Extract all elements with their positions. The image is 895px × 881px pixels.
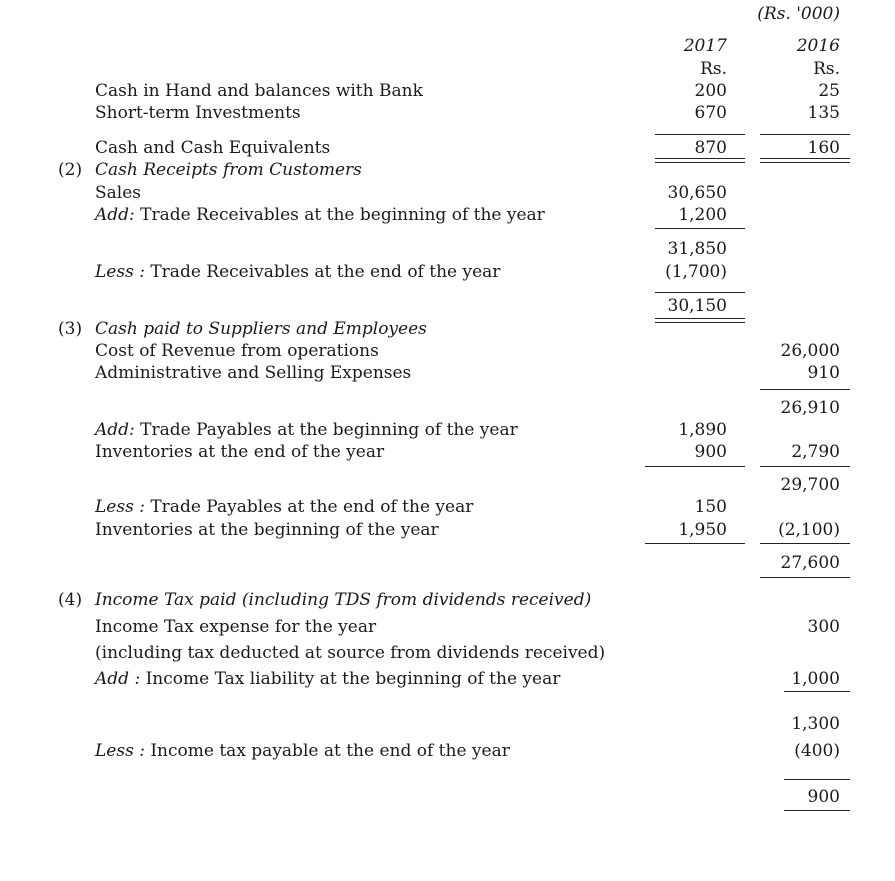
subtotal-value: 26,910 (780, 398, 840, 418)
row-label: Inventories at the end of the year (95, 442, 385, 462)
row-label: Sales (95, 183, 142, 203)
row-prefix: Less : (95, 497, 145, 517)
row-label: Cash in Hand and balances with Bank (95, 81, 423, 101)
row-text: Trade Payables at the beginning of the year (134, 420, 518, 440)
row-value-2017: 1,890 (678, 420, 727, 440)
section-number: (3) (58, 319, 83, 339)
unit-note: (Rs. '000) (757, 4, 840, 24)
row-value-2017: 30,650 (667, 183, 727, 203)
column-header-2016: 2016 (796, 36, 840, 56)
subtotal-rule (655, 292, 745, 293)
row-value-2016: 910 (807, 363, 840, 383)
row-label (95, 741, 510, 761)
subtotal-value: 31,850 (667, 239, 727, 259)
row-value-2016: 26,000 (780, 341, 840, 361)
row-prefix: Less : (95, 741, 145, 761)
currency-2017: Rs. (700, 59, 727, 79)
section-number: (2) (58, 160, 83, 180)
row-label: Inventories at the beginning of the year (95, 520, 439, 540)
row-note: (including tax deducted at source from dividends received) (95, 643, 606, 663)
section-title: Cash paid to Suppliers and Employees (95, 319, 427, 339)
row-label (95, 669, 560, 689)
row-text: Trade Payables at the end of the year (144, 497, 474, 517)
row-value-2017: 1,200 (678, 205, 727, 225)
section-number: (4) (58, 590, 83, 610)
total-value-2016: 160 (807, 138, 840, 158)
row-value-2016: 2,790 (791, 442, 840, 462)
total-double-rule (760, 158, 850, 163)
row-label: Cost of Revenue from operations (95, 341, 379, 361)
row-value-2017: 200 (694, 81, 727, 101)
row-text: Income tax payable at the end of the year (144, 741, 510, 761)
currency-2016: Rs. (813, 59, 840, 79)
subtotal-rule (784, 779, 850, 780)
row-value-2016: 1,000 (791, 669, 840, 689)
section-title: Cash Receipts from Customers (95, 160, 362, 180)
row-value-2017: 150 (694, 497, 727, 517)
row-value-2016: 300 (807, 617, 840, 637)
row-prefix: Add : (95, 669, 141, 689)
row-label (95, 420, 518, 440)
row-value-2017: 1,950 (678, 520, 727, 540)
row-prefix: Add: (95, 205, 135, 225)
row-value-2017: (1,700) (665, 262, 727, 282)
subtotal-rule (645, 466, 745, 467)
subtotal-rule (760, 466, 850, 467)
subtotal-value: 1,300 (791, 714, 840, 734)
subtotal-rule (760, 134, 850, 135)
total-value: 30,150 (667, 296, 727, 316)
row-value-2017: 900 (694, 442, 727, 462)
row-label: Income Tax expense for the year (95, 617, 377, 637)
row-label: Short-term Investments (95, 103, 301, 123)
total-rule (784, 810, 850, 811)
total-value: 900 (807, 787, 840, 807)
subtotal-rule (645, 543, 745, 544)
total-double-rule (655, 158, 745, 163)
row-prefix: Add: (95, 420, 135, 440)
row-value-2016: 25 (818, 81, 840, 101)
subtotal-rule (760, 389, 850, 390)
subtotal-rule (655, 228, 745, 229)
row-text: Trade Receivables at the beginning of the year (134, 205, 545, 225)
subtotal-rule (784, 691, 850, 692)
total-label: Cash and Cash Equivalents (95, 138, 331, 158)
row-text: Trade Receivables at the end of the year (144, 262, 501, 282)
row-prefix: Less : (95, 262, 145, 282)
row-value-2017: 670 (694, 103, 727, 123)
row-label (95, 205, 545, 225)
total-value: 27,600 (780, 553, 840, 573)
subtotal-value: 29,700 (780, 475, 840, 495)
row-label: Administrative and Selling Expenses (95, 363, 412, 383)
column-header-2017: 2017 (683, 36, 727, 56)
row-value-2016: (2,100) (778, 520, 840, 540)
subtotal-rule (655, 134, 745, 135)
section-title: Income Tax paid (including TDS from dividends received) (95, 590, 592, 610)
total-double-rule (655, 318, 745, 323)
row-label (95, 497, 473, 517)
total-value-2017: 870 (694, 138, 727, 158)
total-rule (760, 577, 850, 578)
row-text: Income Tax liability at the beginning of the year (140, 669, 561, 689)
subtotal-rule (760, 543, 850, 544)
row-value-2016: (400) (794, 741, 840, 761)
row-label (95, 262, 500, 282)
row-value-2016: 135 (807, 103, 840, 123)
